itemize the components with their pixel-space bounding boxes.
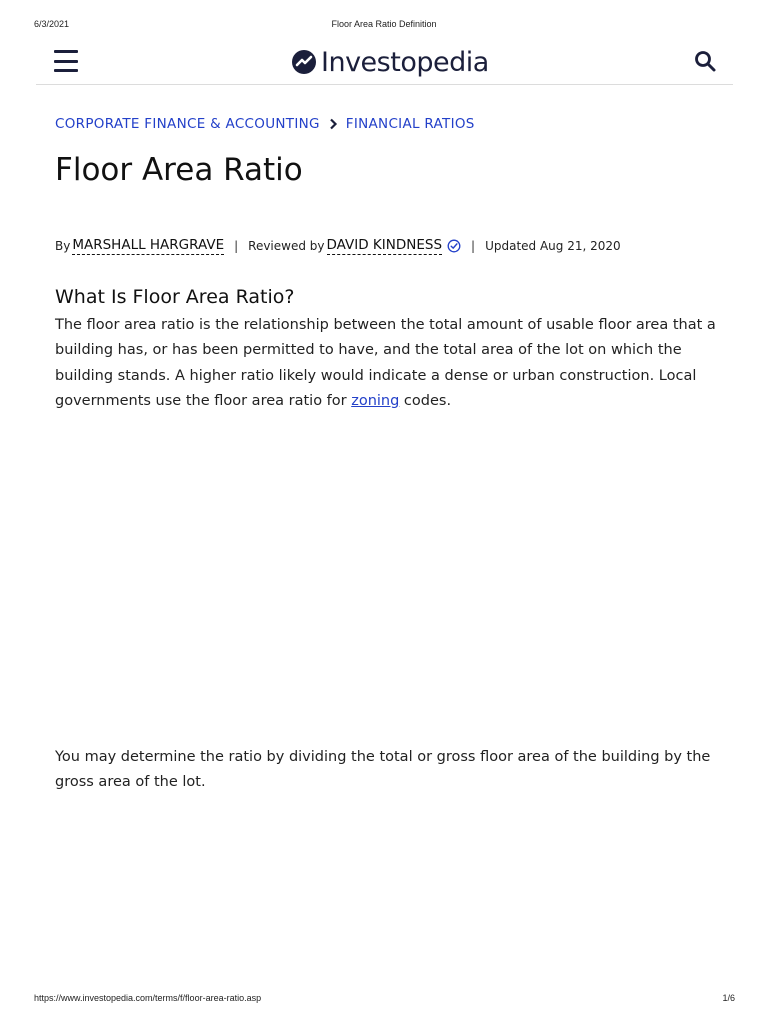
ratio-paragraph: You may determine the ratio by dividing the total or gross floor area of the building by the gross area of the lot. (55, 749, 711, 791)
by-label: By (55, 239, 71, 253)
byline-separator: | (234, 239, 239, 253)
reviewer-link[interactable]: DAVID KINDNESS (326, 237, 443, 253)
updated-date: Updated Aug 21, 2020 (485, 239, 621, 253)
zoning-link[interactable]: zoning (351, 392, 400, 409)
search-icon[interactable] (693, 49, 717, 73)
reviewed-by-label: Reviewed by (248, 239, 325, 253)
print-url: https://www.investopedia.com/terms/f/floor-area-ratio.asp (34, 993, 262, 1003)
page-title: Floor Area Ratio (55, 152, 303, 188)
breadcrumb-item-corporate-finance[interactable]: CORPORATE FINANCE & ACCOUNTING (55, 116, 320, 132)
site-logo[interactable] (292, 44, 489, 80)
logo-text: Investopedia (321, 46, 489, 78)
hamburger-menu-icon[interactable] (54, 50, 78, 72)
article-byline (55, 237, 621, 255)
section-heading: What Is Floor Area Ratio? (55, 286, 295, 308)
intro-text-end: codes. (399, 392, 452, 409)
print-page-number: 1/6 (722, 993, 735, 1003)
author-link[interactable]: MARSHALL HARGRAVE (72, 237, 225, 253)
breadcrumb (55, 116, 475, 132)
intro-text: The floor area ratio is the relationship between the total amount of usable floor area that a building has, or has been permitted to have, and the total area of the lot on which the building stands. A higher ratio likely would indicate a dense or urban construction. Local governments use the floor area ratio for (55, 317, 716, 409)
chevron-right-icon (328, 118, 338, 130)
check-circle-icon (447, 239, 461, 253)
print-date: 6/3/2021 (34, 19, 70, 29)
site-header (36, 40, 733, 85)
breadcrumb-item-financial-ratios[interactable]: FINANCIAL RATIOS (345, 116, 475, 132)
intro-paragraph (55, 313, 723, 414)
investopedia-logo-mark (292, 50, 316, 74)
print-doc-title: Floor Area Ratio Definition (331, 19, 437, 29)
byline-separator-2: | (471, 239, 476, 253)
